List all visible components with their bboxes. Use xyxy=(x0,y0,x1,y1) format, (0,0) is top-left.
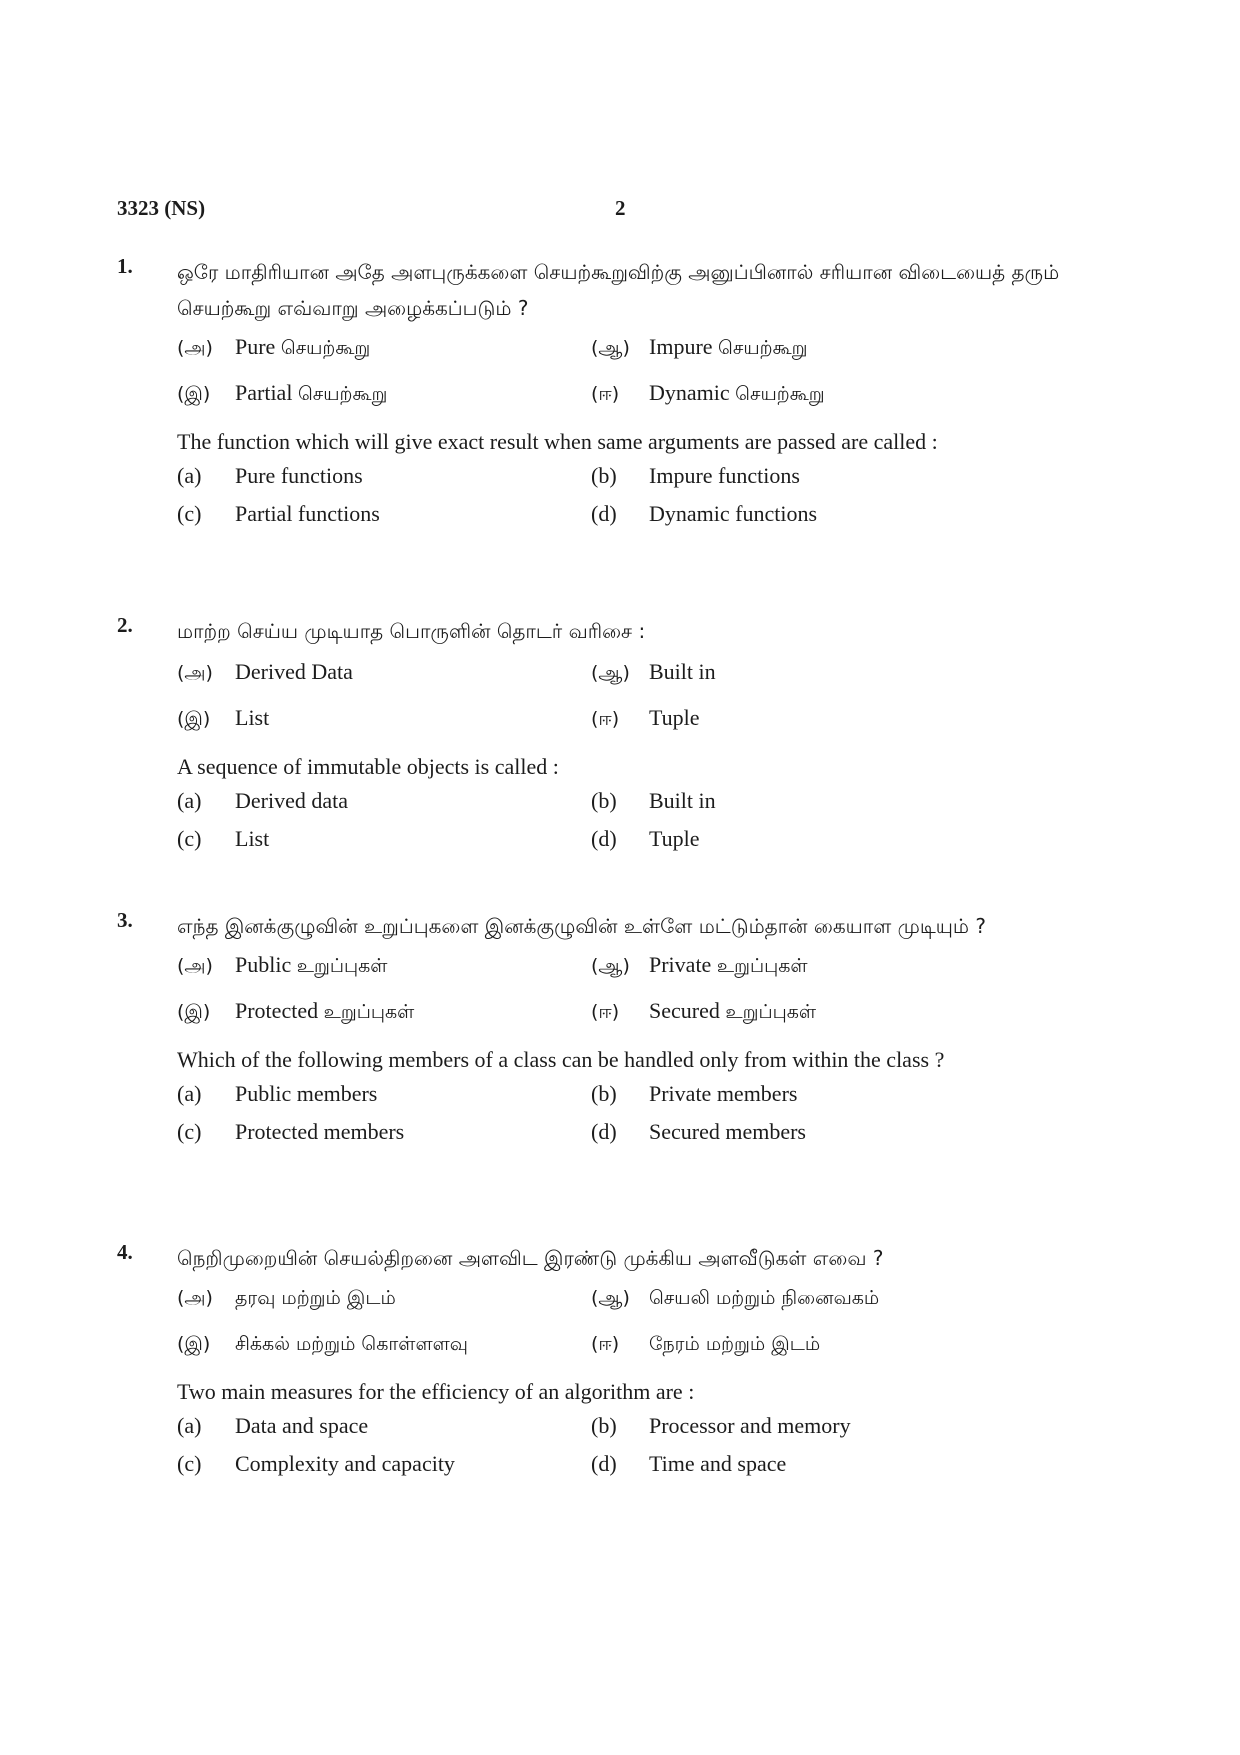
tamil-option: (இ) சிக்கல் மற்றும் கொள்ளளவு xyxy=(177,1333,468,1355)
tamil-option: (அ) Public உறுப்புகள் xyxy=(177,952,388,977)
english-question-text: A sequence of immutable objects is called : xyxy=(177,754,559,779)
english-question-text: Two main measures for the efficiency of an algorithm are : xyxy=(177,1379,695,1404)
question-number: 1. xyxy=(117,254,133,278)
tamil-option: (ஈ) Dynamic செயற்கூறு xyxy=(591,380,825,405)
tamil-options-row xyxy=(177,380,1077,426)
question-body xyxy=(177,908,1077,1157)
english-options-row xyxy=(177,826,1077,864)
tamil-question-text: மாற்ற செய்ய முடியாத பொருளின் தொடர் வரிசை : xyxy=(177,619,646,643)
question-body xyxy=(177,613,1077,864)
english-option: (b) Built in xyxy=(591,788,716,813)
english-option: (b) Impure functions xyxy=(591,463,800,488)
english-option: (a) Public members xyxy=(177,1081,378,1106)
tamil-options-row xyxy=(177,659,1077,705)
tamil-option: (இ) List xyxy=(177,705,270,730)
english-option: (d) Time and space xyxy=(591,1451,787,1476)
question-body xyxy=(177,1240,1077,1489)
page-header xyxy=(117,196,637,226)
tamil-question-text: எந்த இனக்குழுவின் உறுப்புகளை இனக்குழுவின் உள்ளே மட்டும்தான் கையாள முடியும் ? xyxy=(177,914,986,938)
tamil-option: (ஈ) Tuple xyxy=(591,705,700,730)
tamil-option: (அ) தரவு மற்றும் இடம் xyxy=(177,1287,396,1309)
tamil-question-text: ஒரே மாதிரியான அதே அளபுருக்களை செயற்கூறுவிற்கு அனுப்பினால் சரியான விடையைத் தரும் செயற்கூறு எவ்வாறு அழைக்கப்படும் ? xyxy=(177,260,1060,320)
english-option: (c) Protected members xyxy=(177,1119,405,1144)
question-body xyxy=(177,254,1077,539)
tamil-options-row xyxy=(177,1284,1077,1330)
paper-code: 3323 (NS) xyxy=(117,196,206,220)
english-options-row xyxy=(177,501,1077,539)
english-option: (d) Secured members xyxy=(591,1119,806,1144)
tamil-option: (ஆ) Private உறுப்புகள் xyxy=(591,952,808,977)
english-option: (d) Dynamic functions xyxy=(591,501,818,526)
tamil-option: (இ) Protected உறுப்புகள் xyxy=(177,998,415,1023)
question-number: 3. xyxy=(117,908,133,932)
tamil-options-row xyxy=(177,334,1077,380)
english-options-row xyxy=(177,463,1077,501)
tamil-question-text: நெறிமுறையின் செயல்திறனை அளவிட இரண்டு முக்கிய அளவீடுகள் எவை ? xyxy=(177,1246,884,1270)
english-options-row xyxy=(177,1119,1077,1157)
english-option: (a) Derived data xyxy=(177,788,348,813)
english-options-row xyxy=(177,1413,1077,1451)
tamil-options-row xyxy=(177,705,1077,751)
english-option: (c) List xyxy=(177,826,270,851)
tamil-option: (ஆ) Built in xyxy=(591,659,716,684)
tamil-options-row xyxy=(177,952,1077,998)
english-option: (a) Pure functions xyxy=(177,463,363,488)
english-option: (b) Processor and memory xyxy=(591,1413,851,1438)
tamil-option: (ஈ) நேரம் மற்றும் இடம் xyxy=(591,1333,821,1355)
english-option: (d) Tuple xyxy=(591,826,700,851)
tamil-option: (ஆ) செயலி மற்றும் நினைவகம் xyxy=(591,1287,880,1309)
english-option: (c) Partial functions xyxy=(177,501,380,526)
english-question-text: The function which will give exact result when same arguments are passed are called : xyxy=(177,429,938,454)
tamil-option: (அ) Pure செயற்கூறு xyxy=(177,334,371,359)
english-options-row xyxy=(177,1081,1077,1119)
english-option: (a) Data and space xyxy=(177,1413,369,1438)
tamil-options-row xyxy=(177,1330,1077,1376)
english-option: (b) Private members xyxy=(591,1081,798,1106)
tamil-option: (ஆ) Impure செயற்கூறு xyxy=(591,334,808,359)
english-option: (c) Complexity and capacity xyxy=(177,1451,455,1476)
tamil-option: (அ) Derived Data xyxy=(177,659,353,684)
english-question-text: Which of the following members of a class can be handled only from within the class ? xyxy=(177,1047,945,1072)
question-number: 4. xyxy=(117,1240,133,1264)
english-options-row xyxy=(177,788,1077,826)
tamil-options-row xyxy=(177,998,1077,1044)
question-number: 2. xyxy=(117,613,133,637)
tamil-option: (இ) Partial செயற்கூறு xyxy=(177,380,388,405)
tamil-option: (ஈ) Secured உறுப்புகள் xyxy=(591,998,817,1023)
page-number: 2 xyxy=(615,196,626,220)
english-options-row xyxy=(177,1451,1077,1489)
